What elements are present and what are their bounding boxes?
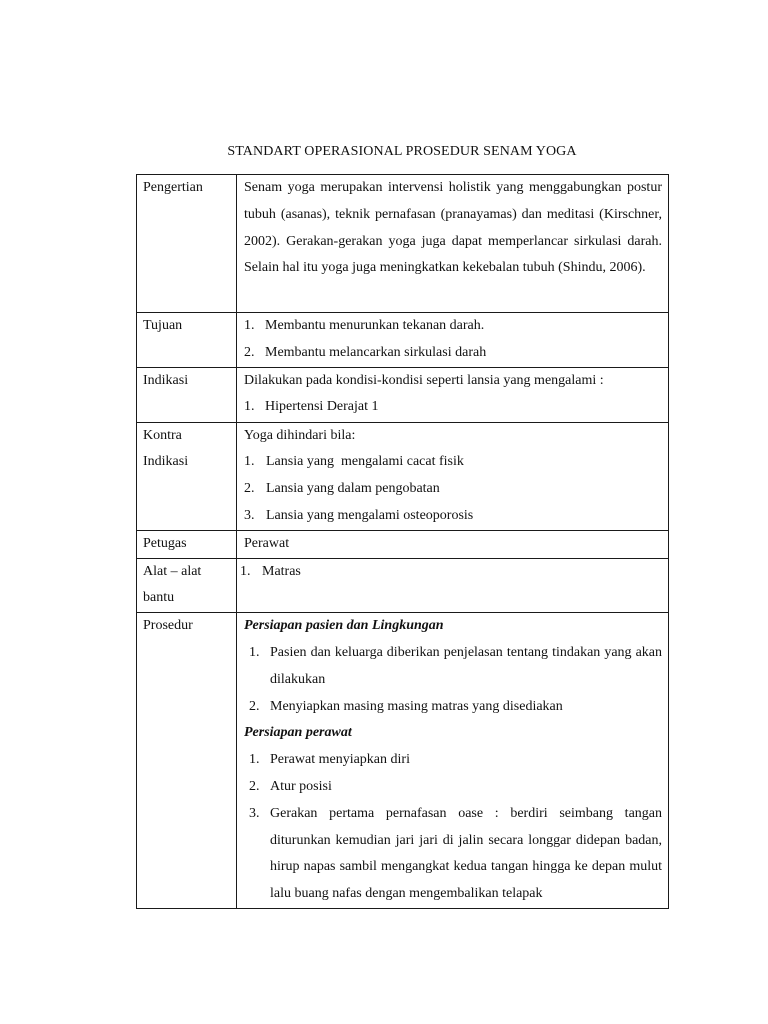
label-line: bantu [143, 590, 175, 606]
list-number: 1. [240, 563, 251, 579]
list-text: Perawat menyiapkan diri [270, 752, 410, 768]
content-kontra-indikasi [237, 422, 669, 530]
list-text: Pasien dan keluarga diberikan penjelasan tentang tindakan yang akan dilakukan [270, 644, 662, 687]
list-number: 1. [244, 454, 255, 470]
indikasi-intro: Dilakukan pada kondisi-kondisi seperti lansia yang mengalami : [244, 372, 604, 388]
list-text: Membantu melancarkan sirkulasi darah [265, 344, 487, 360]
list-item [244, 774, 662, 801]
label-alat-bantu [137, 558, 237, 613]
list-number: 1. [249, 752, 260, 768]
list-number: 2. [249, 778, 260, 794]
list-text: Membantu menurunkan tekanan darah. [265, 318, 485, 333]
row-prosedur [137, 613, 669, 909]
section-heading: Persiapan pasien dan Lingkungan [244, 618, 444, 634]
list-item [244, 503, 662, 530]
label-line: Kontra [143, 427, 182, 443]
content-prosedur [237, 613, 669, 909]
list-number: 1. [244, 399, 255, 415]
label-tujuan: Tujuan [137, 313, 237, 368]
label-line: Alat – alat [143, 563, 202, 579]
list-item [244, 394, 662, 421]
list-number: 1. [249, 644, 260, 660]
list-number: 3. [249, 805, 260, 821]
list-text: Menyiapkan masing masing matras yang disediakan [270, 698, 563, 714]
label-prosedur: Prosedur [137, 613, 237, 909]
list-item [240, 559, 662, 586]
list-number: 1. [244, 318, 255, 333]
list-number: 2. [244, 481, 255, 497]
list-text: Gerakan pertama pernafasan oase : berdiri seimbang tangan diturunkan kemudian jari jari di jalin secara longgar didepan badan, hirup napas sambil mengangkat kedua tangan hingga ke depan mulut lalu buang nafas dengan mengembalikan telapak [270, 805, 662, 902]
petugas-value: Perawat [244, 535, 290, 551]
document-title: STANDART OPERASIONAL PROSEDUR SENAM YOGA [227, 144, 577, 159]
pengertian-text: Senam yoga merupakan intervensi holistik yang menggabungkan postur tubuh (asanas), teknik pernafasan (pranayamas) dan meditasi (Kirschner, 2002). Gerakan-gerakan yoga juga dapat memperlancar sirkulasi darah. Selain hal itu yoga juga meningkatkan kekebalan tubuh (Shindu, 2006). [244, 180, 662, 276]
label-pengertian: Pengertian [137, 175, 237, 313]
row-alat-bantu [137, 558, 669, 613]
list-item [244, 313, 662, 340]
row-tujuan [137, 313, 669, 368]
label-indikasi: Indikasi [137, 367, 237, 422]
list-item [244, 640, 662, 694]
list-item [244, 747, 662, 774]
label-kontra-indikasi [137, 422, 237, 530]
list-number: 3. [244, 507, 255, 523]
list-item [244, 801, 662, 908]
list-text: Lansia yang mengalami osteoporosis [266, 507, 474, 523]
label-petugas: Petugas [137, 530, 237, 558]
label-line: Indikasi [143, 454, 189, 470]
list-number: 2. [244, 344, 255, 360]
row-indikasi [137, 367, 669, 422]
list-item [244, 694, 662, 721]
list-text: Matras [262, 563, 301, 579]
row-petugas [137, 530, 669, 558]
list-text: Lansia yang mengalami cacat fisik [266, 454, 464, 470]
section-heading: Persiapan perawat [244, 725, 352, 741]
content-petugas [237, 530, 669, 558]
content-indikasi [237, 367, 669, 422]
list-item [244, 340, 662, 367]
kontra-intro: Yoga dihindari bila: [244, 427, 356, 443]
list-item [244, 476, 662, 503]
content-pengertian [237, 175, 669, 313]
list-item [244, 449, 662, 476]
list-text: Atur posisi [270, 778, 332, 794]
list-text: Hipertensi Derajat 1 [265, 399, 379, 415]
content-tujuan [237, 313, 669, 368]
row-pengertian [137, 175, 669, 313]
content-alat-bantu [237, 558, 669, 613]
sop-table [136, 174, 669, 909]
list-number: 2. [249, 698, 260, 714]
list-text: Lansia yang dalam pengobatan [266, 481, 440, 497]
row-kontra-indikasi [137, 422, 669, 530]
